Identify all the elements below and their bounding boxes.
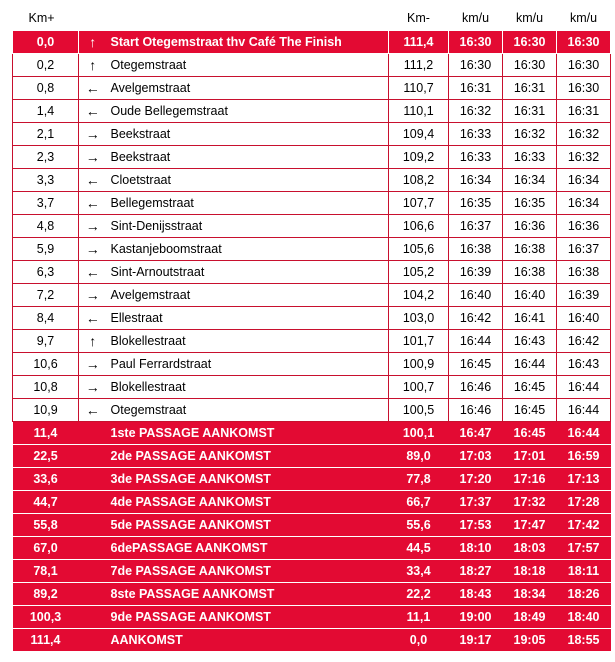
time-cell-2: 16:32	[503, 123, 557, 146]
passage-label: 3de PASSAGE AANKOMST	[107, 468, 389, 491]
time-cell-1: 16:35	[449, 192, 503, 215]
km-min-cell: 100,9	[389, 353, 449, 376]
time-cell-3: 18:55	[557, 629, 611, 652]
passage-row	[13, 491, 611, 514]
passage-label: 8ste PASSAGE AANKOMST	[107, 583, 389, 606]
header-direction	[79, 6, 107, 31]
empty-direction-cell	[79, 583, 107, 606]
time-cell-2: 16:31	[503, 100, 557, 123]
route-row	[13, 100, 611, 123]
time-cell-2: 16:34	[503, 169, 557, 192]
time-cell-1: 17:20	[449, 468, 503, 491]
header-speed-2: km/u	[515, 11, 544, 25]
time-cell-3: 16:43	[557, 353, 611, 376]
arrow-left-icon: ←	[79, 169, 107, 192]
time-cell-1: 17:53	[449, 514, 503, 537]
arrow-right-icon: →	[79, 146, 107, 169]
km-plus-cell: 2,3	[13, 146, 79, 169]
passage-row	[13, 422, 611, 445]
time-cell-2: 19:05	[503, 629, 557, 652]
time-cell-2: 16:44	[503, 353, 557, 376]
time-cell-1: 19:00	[449, 606, 503, 629]
km-plus-cell: 111,4	[13, 629, 79, 652]
time-cell-3: 16:37	[557, 238, 611, 261]
empty-direction-cell	[79, 537, 107, 560]
km-plus-cell: 2,1	[13, 123, 79, 146]
time-cell-2: 18:03	[503, 537, 557, 560]
arrow-left-icon: ←	[79, 261, 107, 284]
km-min-cell: 44,5	[389, 537, 449, 560]
km-plus-cell: 22,5	[13, 445, 79, 468]
km-plus-cell: 55,8	[13, 514, 79, 537]
route-row	[13, 54, 611, 77]
arrow-left-icon: ←	[79, 77, 107, 100]
passage-label: 9de PASSAGE AANKOMST	[107, 606, 389, 629]
time-cell-2: 17:32	[503, 491, 557, 514]
time-cell-2: 18:18	[503, 560, 557, 583]
time-cell-2: 16:38	[503, 238, 557, 261]
time-cell-1: 16:40	[449, 284, 503, 307]
time-cell-3: 16:38	[557, 261, 611, 284]
street-name: Beekstraat	[107, 146, 389, 169]
km-plus-cell: 33,6	[13, 468, 79, 491]
km-min-cell: 107,7	[389, 192, 449, 215]
passage-row	[13, 606, 611, 629]
km-min-cell: 66,7	[389, 491, 449, 514]
time-cell-2: 16:40	[503, 284, 557, 307]
km-min-cell: 110,1	[389, 100, 449, 123]
empty-direction-cell	[79, 629, 107, 652]
time-cell-3: 16:59	[557, 445, 611, 468]
km-min-cell: 55,6	[389, 514, 449, 537]
km-min-cell: 0,0	[389, 629, 449, 652]
passage-row	[13, 468, 611, 491]
route-row	[13, 307, 611, 330]
empty-direction-cell	[79, 606, 107, 629]
street-name: Blokellestraat	[107, 330, 389, 353]
street-name: Beekstraat	[107, 123, 389, 146]
arrow-right-icon: →	[79, 376, 107, 399]
time-cell-2: 16:35	[503, 192, 557, 215]
time-cell-2: 16:30	[503, 54, 557, 77]
time-cell-1: 19:17	[449, 629, 503, 652]
km-min-cell: 110,7	[389, 77, 449, 100]
time-cell-2: 18:49	[503, 606, 557, 629]
km-min-cell: 11,1	[389, 606, 449, 629]
time-cell-1: 17:37	[449, 491, 503, 514]
time-cell-2: 16:45	[503, 422, 557, 445]
route-row	[13, 353, 611, 376]
arrow-left-icon: ←	[79, 307, 107, 330]
header-speed-1: km/u	[461, 11, 490, 25]
km-min-cell: 100,1	[389, 422, 449, 445]
passage-label: AANKOMST	[107, 629, 389, 652]
route-row	[13, 31, 611, 54]
time-cell-3: 16:30	[557, 54, 611, 77]
passage-row	[13, 537, 611, 560]
time-cell-2: 16:45	[503, 376, 557, 399]
street-name: Otegemstraat	[107, 399, 389, 422]
time-cell-2: 16:38	[503, 261, 557, 284]
time-cell-2: 17:47	[503, 514, 557, 537]
passage-label: 1ste PASSAGE AANKOMST	[107, 422, 389, 445]
passage-label: 5de PASSAGE AANKOMST	[107, 514, 389, 537]
arrow-right-icon: →	[79, 353, 107, 376]
street-name: Ellestraat	[107, 307, 389, 330]
km-min-cell: 104,2	[389, 284, 449, 307]
arrow-left-icon: ←	[79, 399, 107, 422]
street-name: Avelgemstraat	[107, 284, 389, 307]
route-row	[13, 192, 611, 215]
time-cell-3: 17:28	[557, 491, 611, 514]
passage-label: 2de PASSAGE AANKOMST	[107, 445, 389, 468]
time-cell-3: 17:42	[557, 514, 611, 537]
route-row	[13, 261, 611, 284]
km-plus-cell: 7,2	[13, 284, 79, 307]
passage-label: 6dePASSAGE AANKOMST	[107, 537, 389, 560]
time-cell-3: 16:44	[557, 422, 611, 445]
time-cell-1: 16:34	[449, 169, 503, 192]
km-plus-cell: 4,8	[13, 215, 79, 238]
time-cell-2: 16:43	[503, 330, 557, 353]
km-min-cell: 100,7	[389, 376, 449, 399]
time-cell-2: 16:45	[503, 399, 557, 422]
time-cell-3: 17:57	[557, 537, 611, 560]
header-km-min: Km-	[407, 11, 430, 25]
km-min-cell: 103,0	[389, 307, 449, 330]
km-min-cell: 106,6	[389, 215, 449, 238]
km-min-cell: 100,5	[389, 399, 449, 422]
time-cell-1: 16:33	[449, 146, 503, 169]
time-cell-1: 16:30	[449, 31, 503, 54]
passage-row	[13, 629, 611, 652]
km-plus-cell: 44,7	[13, 491, 79, 514]
street-name: Kastanjeboomstraat	[107, 238, 389, 261]
arrow-right-icon: →	[79, 215, 107, 238]
empty-direction-cell	[79, 514, 107, 537]
time-cell-2: 16:41	[503, 307, 557, 330]
time-cell-3: 18:11	[557, 560, 611, 583]
route-row	[13, 169, 611, 192]
time-cell-3: 16:36	[557, 215, 611, 238]
empty-direction-cell	[79, 560, 107, 583]
time-cell-3: 16:34	[557, 169, 611, 192]
route-rows	[13, 31, 611, 422]
km-min-cell: 22,2	[389, 583, 449, 606]
passage-row	[13, 560, 611, 583]
time-cell-1: 16:46	[449, 399, 503, 422]
time-cell-2: 16:30	[503, 31, 557, 54]
km-plus-cell: 5,9	[13, 238, 79, 261]
time-cell-3: 16:40	[557, 307, 611, 330]
empty-direction-cell	[79, 445, 107, 468]
arrow-right-icon: →	[79, 238, 107, 261]
time-cell-1: 18:43	[449, 583, 503, 606]
street-name: Otegemstraat	[107, 54, 389, 77]
passage-row	[13, 514, 611, 537]
time-cell-1: 16:46	[449, 376, 503, 399]
time-cell-1: 18:27	[449, 560, 503, 583]
time-cell-1: 16:45	[449, 353, 503, 376]
time-cell-2: 16:31	[503, 77, 557, 100]
time-cell-2: 16:36	[503, 215, 557, 238]
passage-rows	[13, 422, 611, 652]
time-cell-1: 16:33	[449, 123, 503, 146]
arrow-left-icon: ←	[79, 100, 107, 123]
km-plus-cell: 11,4	[13, 422, 79, 445]
km-plus-cell: 6,3	[13, 261, 79, 284]
time-cell-3: 17:13	[557, 468, 611, 491]
km-plus-cell: 3,3	[13, 169, 79, 192]
time-cell-3: 16:44	[557, 376, 611, 399]
km-min-cell: 108,2	[389, 169, 449, 192]
route-row	[13, 376, 611, 399]
time-cell-3: 16:44	[557, 399, 611, 422]
empty-direction-cell	[79, 468, 107, 491]
arrow-right-icon: →	[79, 123, 107, 146]
time-cell-1: 16:30	[449, 54, 503, 77]
km-plus-cell: 0,2	[13, 54, 79, 77]
street-name: Sint-Arnoutstraat	[107, 261, 389, 284]
km-plus-cell: 0,8	[13, 77, 79, 100]
time-cell-1: 16:31	[449, 77, 503, 100]
route-row	[13, 77, 611, 100]
time-cell-1: 16:47	[449, 422, 503, 445]
route-schedule-table	[12, 6, 611, 652]
time-cell-1: 18:10	[449, 537, 503, 560]
route-row	[13, 399, 611, 422]
km-min-cell: 33,4	[389, 560, 449, 583]
header-km-plus: Km+	[28, 11, 55, 25]
km-plus-cell: 78,1	[13, 560, 79, 583]
km-plus-cell: 10,8	[13, 376, 79, 399]
km-plus-cell: 8,4	[13, 307, 79, 330]
route-row	[13, 215, 611, 238]
passage-label: 7de PASSAGE AANKOMST	[107, 560, 389, 583]
time-cell-1: 16:37	[449, 215, 503, 238]
km-plus-cell: 89,2	[13, 583, 79, 606]
time-cell-1: 17:03	[449, 445, 503, 468]
km-min-cell: 105,6	[389, 238, 449, 261]
route-row	[13, 330, 611, 353]
km-plus-cell: 3,7	[13, 192, 79, 215]
time-cell-2: 18:34	[503, 583, 557, 606]
route-row	[13, 123, 611, 146]
time-cell-3: 16:31	[557, 100, 611, 123]
km-plus-cell: 0,0	[13, 31, 79, 54]
empty-direction-cell	[79, 491, 107, 514]
street-name: Blokellestraat	[107, 376, 389, 399]
km-plus-cell: 9,7	[13, 330, 79, 353]
time-cell-3: 16:30	[557, 77, 611, 100]
passage-row	[13, 583, 611, 606]
km-min-cell: 77,8	[389, 468, 449, 491]
km-min-cell: 109,4	[389, 123, 449, 146]
passage-row	[13, 445, 611, 468]
time-cell-3: 16:30	[557, 31, 611, 54]
street-name: Bellegemstraat	[107, 192, 389, 215]
time-cell-1: 16:32	[449, 100, 503, 123]
time-cell-2: 17:01	[503, 445, 557, 468]
time-cell-1: 16:42	[449, 307, 503, 330]
km-plus-cell: 1,4	[13, 100, 79, 123]
km-min-cell: 101,7	[389, 330, 449, 353]
time-cell-1: 16:44	[449, 330, 503, 353]
time-cell-2: 16:33	[503, 146, 557, 169]
km-plus-cell: 100,3	[13, 606, 79, 629]
street-name: Oude Bellegemstraat	[107, 100, 389, 123]
time-cell-1: 16:38	[449, 238, 503, 261]
km-min-cell: 111,4	[389, 31, 449, 54]
arrow-up-icon: ↑	[79, 330, 107, 353]
street-name: Cloetstraat	[107, 169, 389, 192]
arrow-right-icon: →	[79, 284, 107, 307]
km-min-cell: 105,2	[389, 261, 449, 284]
time-cell-3: 16:42	[557, 330, 611, 353]
km-min-cell: 109,2	[389, 146, 449, 169]
arrow-up-icon: ↑	[79, 54, 107, 77]
arrow-left-icon: ←	[79, 192, 107, 215]
header-row	[13, 6, 611, 31]
empty-direction-cell	[79, 422, 107, 445]
route-row	[13, 284, 611, 307]
street-name: Avelgemstraat	[107, 77, 389, 100]
time-cell-3: 16:39	[557, 284, 611, 307]
time-cell-3: 16:32	[557, 146, 611, 169]
km-plus-cell: 10,9	[13, 399, 79, 422]
time-cell-3: 18:26	[557, 583, 611, 606]
street-name: Paul Ferrardstraat	[107, 353, 389, 376]
time-cell-2: 17:16	[503, 468, 557, 491]
time-cell-1: 16:39	[449, 261, 503, 284]
street-name: Sint-Denijsstraat	[107, 215, 389, 238]
header-street	[107, 6, 389, 31]
header-speed-3: km/u	[569, 11, 598, 25]
time-cell-3: 18:40	[557, 606, 611, 629]
time-cell-3: 16:34	[557, 192, 611, 215]
route-row	[13, 238, 611, 261]
km-plus-cell: 10,6	[13, 353, 79, 376]
km-min-cell: 111,2	[389, 54, 449, 77]
street-name: Start Otegemstraat thv Café The Finish	[107, 31, 389, 54]
route-row	[13, 146, 611, 169]
time-cell-3: 16:32	[557, 123, 611, 146]
passage-label: 4de PASSAGE AANKOMST	[107, 491, 389, 514]
arrow-up-icon: ↑	[79, 31, 107, 54]
km-min-cell: 89,0	[389, 445, 449, 468]
km-plus-cell: 67,0	[13, 537, 79, 560]
